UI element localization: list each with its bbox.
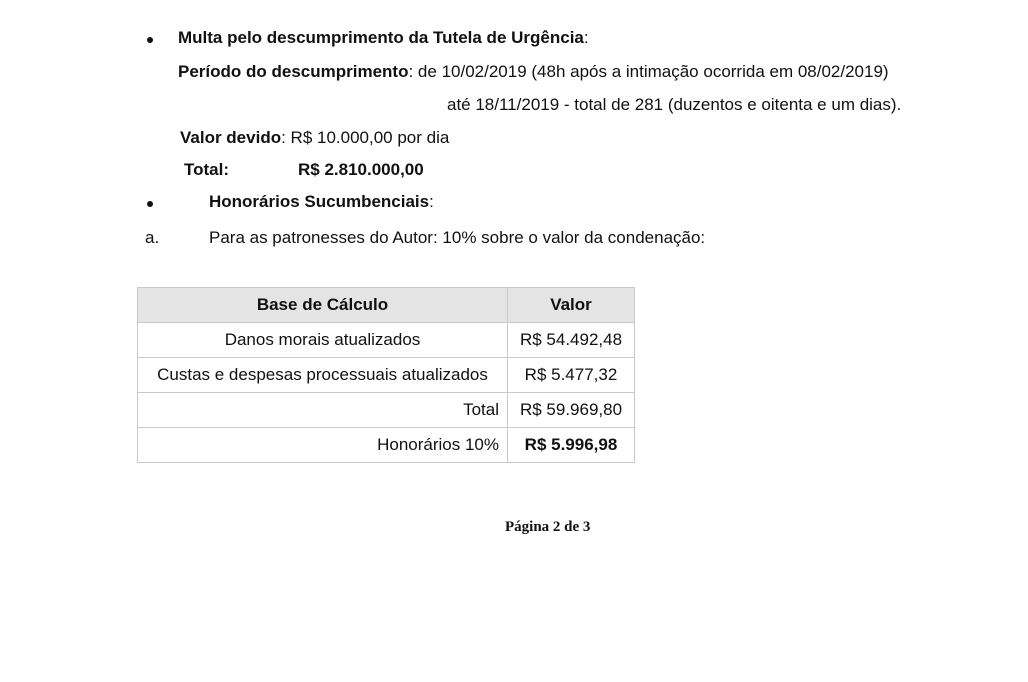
row-value: R$ 54.492,48 — [508, 323, 635, 358]
bullet-marker — [147, 37, 153, 43]
period-text: : de 10/02/2019 (48h após a intimação ocorrida em 08/02/2019) — [408, 62, 889, 81]
fine-title-colon: : — [583, 28, 589, 47]
row-value: R$ 59.969,80 — [508, 393, 635, 428]
fees-heading — [209, 192, 434, 212]
row-label: Honorários 10% — [138, 428, 508, 463]
bullet-marker — [147, 201, 153, 207]
value-label: Valor devido — [180, 128, 282, 147]
fine-heading — [178, 28, 589, 48]
table-row — [138, 428, 635, 463]
header-value: Valor — [508, 288, 635, 323]
period-continuation: até 18/11/2019 - total de 281 (duzentos e oitenta e um dias). — [447, 95, 902, 114]
page-number: Página 2 de 3 — [505, 519, 591, 535]
table-row — [138, 393, 635, 428]
row-value: R$ 5.996,98 — [508, 428, 635, 463]
list-marker: a. — [145, 228, 160, 247]
table-row — [138, 323, 635, 358]
table-row — [138, 358, 635, 393]
row-label: Danos morais atualizados — [138, 323, 508, 358]
header-base: Base de Cálculo — [138, 288, 508, 323]
period-label: Período do descumprimento — [178, 62, 409, 81]
total-label: Total: — [184, 160, 230, 179]
row-label: Custas e despesas processuais atualizados — [138, 358, 508, 393]
period-line — [178, 62, 889, 82]
value-text: : R$ 10.000,00 por dia — [281, 128, 450, 147]
fees-title-colon: : — [429, 192, 434, 211]
table-header-row — [138, 288, 635, 323]
total-value: R$ 2.810.000,00 — [298, 160, 424, 179]
fine-title: Multa pelo descumprimento da Tutela de Urgência — [178, 28, 584, 47]
fees-item-text: Para as patronesses do Autor: 10% sobre o valor da condenação: — [209, 228, 706, 247]
calculation-table — [137, 287, 635, 463]
row-label: Total — [138, 393, 508, 428]
value-line — [180, 128, 449, 148]
row-value: R$ 5.477,32 — [508, 358, 635, 393]
fees-title: Honorários Sucumbenciais — [209, 192, 430, 211]
